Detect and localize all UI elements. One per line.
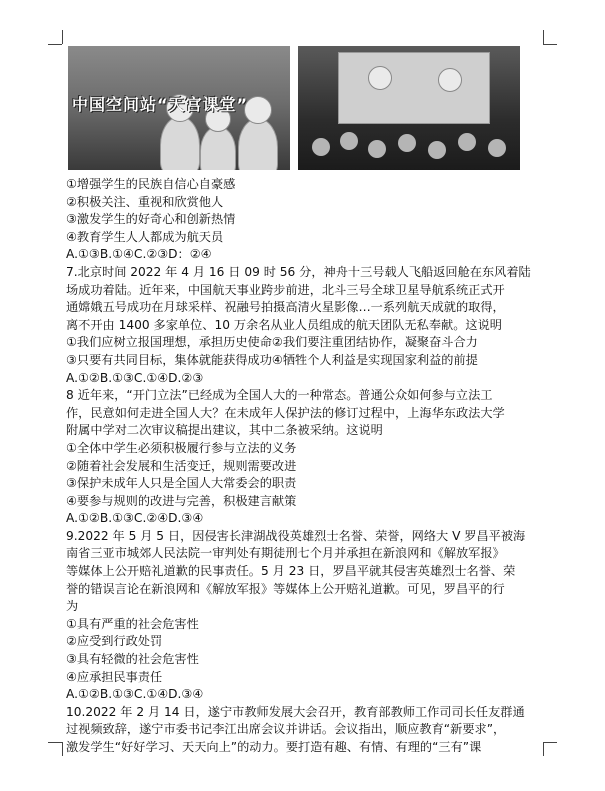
text-line: ②随着社会发展和生活变迁，规则需要改进 <box>66 458 297 473</box>
text-line: ②积极关注、重视和欣赏他人 <box>66 194 224 209</box>
text-line: ③只要有共同目标，集体就能获得成功④牺牲个人利益是实现国家利益的前提 <box>66 352 478 367</box>
student-head <box>458 133 476 151</box>
text-line: ①全体中学生必须积极履行参与立法的义务 <box>66 440 297 455</box>
crop-mark-top-right-v <box>543 30 544 44</box>
text-line: 激发学生“好好学习、天天向上”的动力。要打造有趣、有情、有理的“三有”课 <box>66 740 482 754</box>
text-line: 为 <box>66 599 79 614</box>
astronaut-helmet <box>244 96 272 124</box>
astronaut-on-screen <box>438 68 462 92</box>
text-line: 作，民意如何走进全国人大？在未成年人保护法的修订过程中，上海华东政法大学 <box>66 405 505 420</box>
question-9-stem: 9.2022 年 5 月 5 日，因侵害长津湖战役英雄烈士名誉、荣誉，网络大 V 罗昌平被海 <box>66 528 526 543</box>
text-line: 附属中学对二次审议稿提出建议，其中二条被采纳。这说明 <box>66 423 383 438</box>
student-head <box>428 141 446 159</box>
astronaut-figure <box>200 126 236 170</box>
question-7-stem: 7.北京时间 2022 年 4 月 16 日 09 时 56 分，神舟十三号载人飞船返回舱在东风着陆 <box>66 264 531 279</box>
text-line: ③激发学生的好奇心和创新热情 <box>66 212 236 227</box>
answer-options: A.①②B.①③C.①④D.③④ <box>66 687 204 702</box>
text-line: 誉的错误言论在新浪网和《解放军报》等媒体上公开赔礼道歉。可见，罗昌平的行 <box>66 581 505 596</box>
answer-options: A.①③B.①④C.②③D：②④ <box>66 247 212 262</box>
astronaut-on-screen <box>368 66 392 90</box>
text-line: 过视频致辞，遂宁市委书记李江出席会议并讲话。会议指出，顺应教育“新要求”， <box>66 722 506 737</box>
text-line: ④要参与规则的改进与完善，积极建言献策 <box>66 493 297 508</box>
exam-text <box>66 176 540 757</box>
answer-options: A.①②B.①③C.①④D.②③ <box>66 370 204 385</box>
classroom-audience-photo <box>298 46 520 170</box>
student-head <box>368 140 386 158</box>
text-line: 等媒体上公开赔礼道歉的民事责任。5 月 23 日，罗昌平就其侵害英雄烈士名誉、荣 <box>66 564 516 579</box>
text-line: ①增强学生的民族自信心自豪感 <box>66 177 236 191</box>
text-line: ①具有严重的社会危害性 <box>66 616 199 631</box>
question-8-stem: 8 近年来，“开门立法”已经成为全国人大的一种常态。普通公众如何参与立法工 <box>66 388 493 403</box>
crop-mark-bottom-right-h <box>543 742 557 743</box>
student-head <box>488 139 506 157</box>
text-line: ④应承担民事责任 <box>66 669 163 684</box>
text-line: ②应受到行政处罚 <box>66 634 163 649</box>
text-line: 通嫦娥五号成功在月球采样、祝融号拍摄高清火星影像…一系列航天成就的取得， <box>66 300 505 315</box>
astronaut-figure <box>238 118 278 170</box>
broadcast-screen <box>338 52 490 124</box>
text-line: ①我们应树立报国理想，承担历史使命②我们要注重团结协作，凝聚奋斗合力 <box>66 335 478 350</box>
text-line: ③具有轻微的社会危害性 <box>66 652 199 667</box>
crop-mark-bottom-right-v <box>543 742 544 756</box>
text-line: 离不开由 1400 多家单位、10 万余名从业人员组成的航天团队无私奉献。这说明 <box>66 317 502 332</box>
text-line: ④教育学生人人都成为航天员 <box>66 229 224 244</box>
crop-mark-top-left-v <box>62 30 63 44</box>
text-line: 南省三亚市城郊人民法院一审判处有期徒刑七个月并承担在新浪网和《解放军报》 <box>66 546 505 561</box>
question-10-stem: 10.2022 年 2 月 14 日，遂宁市教师发展大会召开，教育部教师工作司司长任友群通 <box>66 704 525 719</box>
text-line: 场成功着陆。近年来，中国航天事业跨步前进，北斗三号全球卫星导航系统正式开 <box>66 282 505 297</box>
crop-mark-bottom-left-v <box>62 742 63 756</box>
space-classroom-photo <box>68 46 290 170</box>
answer-options: A.①②B.①③C.②④D.③④ <box>66 511 204 526</box>
astronaut-figure <box>160 116 200 170</box>
crop-mark-bottom-left-h <box>48 742 62 743</box>
student-head <box>398 134 416 152</box>
crop-mark-top-right-h <box>543 44 557 45</box>
student-head <box>340 132 358 150</box>
photo-caption: 中国空间站“天宫课堂” <box>72 95 249 114</box>
text-line: ③保护未成年人只是全国人大常委会的职责 <box>66 476 297 491</box>
student-head <box>312 138 330 156</box>
crop-mark-top-left-h <box>48 44 62 45</box>
